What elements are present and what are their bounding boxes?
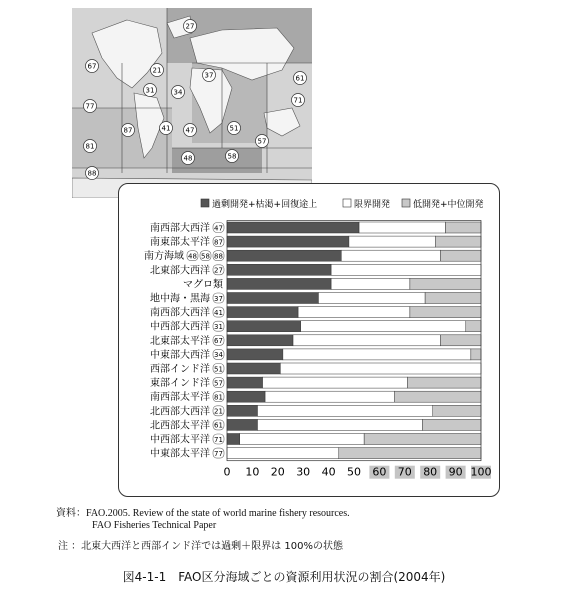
fao-code-label: 77 — [214, 449, 223, 458]
fao-code-label: 31 — [214, 323, 223, 331]
bar-segment — [227, 391, 265, 402]
fao-code-label: 67 — [214, 337, 223, 346]
map-area-label: 61 — [295, 74, 305, 83]
category-label: 中東部大西洋 — [150, 349, 210, 361]
stacked-bar-chart — [119, 184, 499, 496]
fao-code-label: 87 — [214, 238, 223, 247]
map-area-label: 37 — [204, 71, 214, 80]
map-area-label: 57 — [257, 137, 267, 146]
chart-legend — [201, 198, 484, 210]
x-tick-label: 30 — [296, 465, 311, 479]
bar-segment — [359, 222, 445, 233]
bar-segment — [440, 335, 481, 346]
fao-code-label: 37 — [214, 294, 223, 303]
legend-label: 低開発+中位開発 — [413, 200, 484, 210]
bar-segment — [227, 349, 283, 360]
category-label: 北東部太平洋 — [150, 335, 210, 347]
bar-segment — [283, 349, 471, 360]
x-tick-label: 0 — [223, 465, 231, 479]
map-area-label: 67 — [87, 62, 97, 71]
bar-segment — [298, 307, 410, 318]
bar-segment — [301, 321, 466, 332]
category-label: 西部インド洋 — [150, 364, 210, 375]
category-label: 北東部大西洋 — [150, 265, 210, 277]
bar-segment — [227, 434, 240, 445]
bar-segment — [433, 405, 481, 416]
map-area-label: 47 — [185, 126, 195, 135]
fao-code-label: 27 — [214, 266, 223, 275]
source-line-1: 資料：FAO.2005. Review of the state of world marine fishery resources. — [56, 508, 350, 519]
category-label: 東部インド洋 — [150, 378, 210, 390]
x-tick-label: 70 — [397, 465, 412, 479]
map-area-label: 71 — [293, 96, 303, 105]
bar-segment — [410, 278, 481, 289]
bar-segment — [240, 434, 364, 445]
bar-segment — [227, 419, 257, 430]
legend-label: 過剰開発+枯渇+回復途上 — [212, 200, 318, 210]
category-label: 南東部太平洋 — [150, 237, 210, 249]
map-area-label: 58 — [227, 152, 237, 161]
bar-segment — [227, 377, 263, 388]
bar-segment — [227, 307, 298, 318]
x-tick-label: 20 — [270, 465, 285, 479]
bar-segment — [280, 363, 481, 374]
fao-code-label: 88 — [214, 252, 223, 261]
x-tick-label: 60 — [372, 465, 387, 479]
fao-code-label: 58 — [201, 252, 210, 261]
fao-area-map — [72, 8, 312, 198]
x-axis-ticks — [224, 466, 492, 479]
bar-segment — [227, 278, 331, 289]
map-area-label: 51 — [229, 124, 239, 133]
bar-segment — [341, 250, 440, 261]
bar-segment — [425, 293, 481, 304]
x-tick-label: 50 — [347, 465, 361, 479]
bar-segment — [227, 293, 318, 304]
map-area-label: 27 — [185, 22, 195, 31]
fao-code-label: 21 — [214, 407, 223, 416]
bar-segment — [227, 222, 359, 233]
category-label: 中西部大西洋 — [150, 321, 210, 333]
bar-segment — [257, 405, 432, 416]
map-area-label: 77 — [85, 102, 95, 111]
bar-segment — [440, 250, 481, 261]
fao-code-label: 47 — [214, 224, 223, 233]
fao-code-label: 51 — [214, 365, 223, 374]
figure-caption: 図4-1-1 FAO区分海域ごとの資源利用状況の割合(2004年) — [122, 570, 446, 584]
source-line-2: FAO Fisheries Technical Paper — [92, 520, 217, 531]
map-area-label: 34 — [173, 88, 183, 97]
legend-swatch — [201, 199, 209, 207]
bar-segment — [227, 321, 301, 332]
bar-segment — [293, 335, 440, 346]
category-label: 地中海・黒海 — [150, 293, 210, 305]
bar-segment — [227, 448, 339, 459]
bar-segment — [263, 377, 408, 388]
legend-swatch — [402, 199, 410, 207]
x-tick-label: 10 — [245, 465, 260, 479]
map-area-label: 31 — [145, 86, 155, 95]
bar-segment — [471, 349, 481, 360]
chart-bars — [227, 221, 481, 461]
bar-segment — [445, 222, 481, 233]
bar-segment — [227, 405, 257, 416]
map-area-label: 21 — [152, 66, 162, 75]
fao-code-label: 48 — [188, 252, 197, 261]
chart-panel — [118, 183, 500, 497]
bar-segment — [227, 363, 280, 374]
category-label: 南西部大西洋 — [150, 223, 210, 234]
bar-segment — [331, 278, 410, 289]
bar-segment — [257, 419, 422, 430]
legend-swatch — [343, 199, 351, 207]
x-tick-label: 100 — [470, 465, 492, 479]
map-area-label: 48 — [183, 154, 193, 163]
fao-code-label: 34 — [214, 351, 223, 360]
bar-segment — [331, 264, 481, 275]
map-area-label: 81 — [85, 142, 95, 151]
bar-segment — [339, 448, 481, 459]
category-label: 南西部大西洋 — [150, 307, 210, 319]
bar-segment — [395, 391, 481, 402]
category-label: 北西部大西洋 — [150, 406, 210, 418]
bar-segment — [227, 335, 293, 346]
bar-segment — [265, 391, 395, 402]
category-label: 南方海域 — [144, 251, 184, 263]
category-labels — [144, 221, 224, 460]
legend-label: 限界開発 — [354, 200, 391, 210]
map-area-label: 41 — [161, 124, 171, 133]
x-tick-label: 80 — [423, 465, 438, 479]
fao-code-label: 57 — [214, 379, 223, 388]
bar-segment — [423, 419, 481, 430]
map-area-label: 88 — [87, 169, 97, 178]
source-note: 注 ：北東大西洋と西部インド洋では過剰＋限界は 100%の状態 — [58, 541, 343, 552]
bar-segment — [435, 236, 481, 247]
bar-segment — [410, 307, 481, 318]
x-tick-label: 90 — [448, 465, 463, 479]
bar-segment — [227, 250, 341, 261]
category-label: 北西部太平洋 — [150, 420, 210, 432]
category-label: 中東部太平洋 — [150, 448, 210, 460]
bar-segment — [407, 377, 481, 388]
bar-segment — [227, 236, 349, 247]
bar-segment — [349, 236, 435, 247]
category-label: 南西部太平洋 — [150, 392, 210, 404]
fao-code-label: 81 — [214, 393, 223, 402]
bar-segment — [466, 321, 481, 332]
fao-code-label: 61 — [214, 421, 223, 430]
fao-code-label: 71 — [214, 435, 223, 444]
category-label: 中西部太平洋 — [150, 434, 210, 446]
map-area-label: 87 — [123, 126, 133, 135]
bar-segment — [318, 293, 425, 304]
bar-segment — [364, 434, 481, 445]
bar-segment — [227, 264, 331, 275]
x-tick-label: 40 — [321, 465, 336, 479]
category-label: マグロ類 — [183, 279, 223, 291]
fao-code-label: 41 — [214, 308, 223, 317]
